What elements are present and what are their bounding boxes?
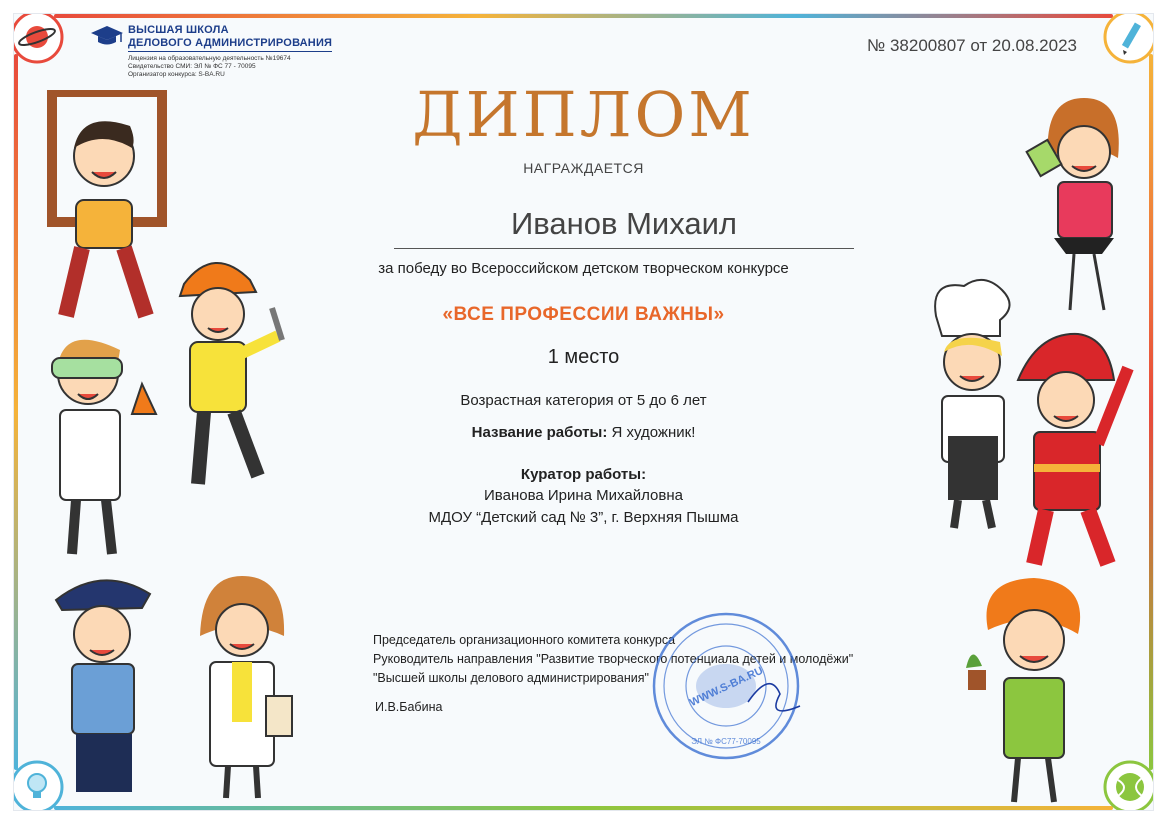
- curator-label: Куратор работы:: [520, 466, 647, 483]
- signature-line-3: "Высшей школы делового администрирования": [373, 671, 649, 685]
- organization-name-line1: ВЫСШАЯ ШКОЛА: [128, 24, 229, 36]
- official-stamp: [650, 610, 802, 762]
- diploma-page: [14, 14, 1153, 810]
- age-category: Возрастная категория от 5 до 6 лет: [460, 392, 707, 409]
- frame-bottom: [54, 806, 1113, 810]
- gardener-kid-illustration: [958, 570, 1108, 810]
- license-text: Лицензия на образовательную деятельность №19674: [128, 55, 291, 62]
- document-number: № 38200807 от 20.08.2023: [867, 36, 1077, 55]
- frame-top: [54, 14, 1113, 18]
- work-title-label: Название работы:: [471, 424, 608, 441]
- planet-corner-icon: [14, 14, 64, 64]
- recipient-name: Иванов Михаил: [394, 206, 854, 249]
- organizer-text: Организатор конкурса: S-BA.RU: [128, 71, 225, 78]
- contest-name: «ВСЕ ПРОФЕССИИ ВАЖНЫ»: [442, 304, 725, 325]
- scientist-kid-illustration: [36, 314, 166, 564]
- doctor-kid-illustration: [182, 566, 302, 806]
- builder-kid-illustration: [154, 244, 304, 494]
- pencil-corner-icon: [1103, 14, 1153, 64]
- ball-corner-icon: [1103, 760, 1153, 810]
- award-reason: за победу во Всероссийском детском творческом конкурсе: [378, 260, 789, 277]
- police-kid-illustration: [42, 564, 162, 804]
- teacher-kid-illustration: [1024, 88, 1134, 318]
- place-result: 1 место: [547, 346, 620, 368]
- signer-name: И.В.Бабина: [375, 700, 443, 714]
- organization-logo: [90, 24, 332, 79]
- organization-name-line2: ДЕЛОВОГО АДМИНИСТРИРОВАНИЯ: [128, 37, 332, 52]
- signature-line-1: Председатель организационного комитета конкурса: [373, 633, 676, 647]
- awarded-label: НАГРАЖДАЕТСЯ: [523, 160, 644, 176]
- work-title-value: Я художник!: [611, 424, 696, 441]
- signature-line-2: Руководитель направления "Развитие творческого потенциала детей и молодёжи": [373, 652, 854, 666]
- firefighter-kid-illustration: [998, 324, 1138, 574]
- curator-organization: МДОУ “Детский сад № 3”, г. Верхняя Пышма: [428, 509, 739, 526]
- stamp-registration: ЭЛ № ФС77-70095: [691, 737, 761, 746]
- curator-name: Иванова Ирина Михайловна: [484, 487, 683, 504]
- stamp-url: WWW.S-BA.RU: [687, 664, 765, 710]
- media-certificate-text: Свидетельство СМИ: ЭЛ № ФС 77 - 70095: [128, 63, 256, 70]
- diploma-title: ДИПЛОМ: [412, 78, 755, 151]
- graduation-cap-icon: [90, 24, 124, 48]
